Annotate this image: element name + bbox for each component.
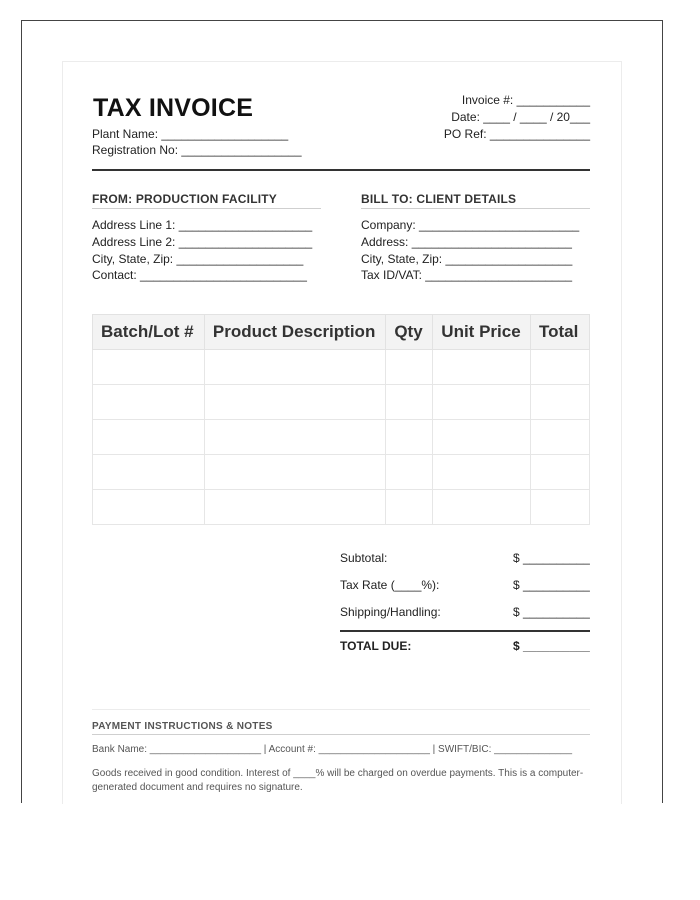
- table-cell[interactable]: [93, 420, 205, 455]
- from-address-line-2: Address Line 2: ____________________: [92, 235, 313, 249]
- po-ref-field: PO Ref: _______________: [443, 127, 590, 141]
- table-row: [93, 455, 590, 490]
- table-cell[interactable]: [386, 385, 433, 420]
- table-header-row: [93, 315, 590, 350]
- total-due-label: TOTAL DUE:: [340, 639, 412, 653]
- bill-to-city-state-zip: City, State, Zip: ___________________: [361, 252, 573, 266]
- table-cell[interactable]: [93, 350, 205, 385]
- table-cell[interactable]: [386, 455, 433, 490]
- subtotal-label: Subtotal:: [340, 551, 388, 565]
- table-cell[interactable]: [530, 350, 589, 385]
- registration-no-field: Registration No: __________________: [92, 143, 302, 157]
- table-cell[interactable]: [93, 385, 205, 420]
- table-cell[interactable]: [530, 385, 589, 420]
- column-header-batch-lot: Batch/Lot #: [93, 315, 205, 350]
- table-cell[interactable]: [530, 420, 589, 455]
- invoice-title: TAX INVOICE: [93, 94, 254, 122]
- table-cell[interactable]: [204, 350, 385, 385]
- table-cell[interactable]: [433, 385, 531, 420]
- invoice-number-field: Invoice #: ___________: [461, 93, 590, 107]
- table-row: [93, 490, 590, 525]
- table-cell[interactable]: [386, 350, 433, 385]
- table-cell[interactable]: [433, 490, 531, 525]
- from-contact: Contact: _________________________: [92, 268, 307, 282]
- date-field: Date: ____ / ____ / 20___: [451, 110, 590, 124]
- bank-details-line: Bank Name: ____________________ | Account #: ____________________ | SWIFT/BIC: ______________: [92, 744, 573, 755]
- table-cell[interactable]: [433, 455, 531, 490]
- table-cell[interactable]: [386, 490, 433, 525]
- subtotal-value: $ __________: [513, 551, 590, 565]
- tax-value: $ __________: [513, 578, 590, 592]
- shipping-label: Shipping/Handling:: [340, 605, 441, 619]
- total-due-value: $ __________: [513, 639, 590, 653]
- shipping-value: $ __________: [513, 605, 590, 619]
- bill-to-heading: BILL TO: CLIENT DETAILS: [361, 192, 517, 206]
- table-cell[interactable]: [433, 420, 531, 455]
- column-header-unit-price: Unit Price: [433, 315, 531, 350]
- from-address-line-1: Address Line 1: ____________________: [92, 218, 313, 232]
- terms-paragraph: Goods received in good condition. Interest of ____% will be charged on overdue payments. This is a computer-generated document and requires no signature.: [92, 768, 584, 793]
- table-cell[interactable]: [204, 490, 385, 525]
- column-header-product-description: Product Description: [204, 315, 385, 350]
- table-cell[interactable]: [204, 385, 385, 420]
- table-cell[interactable]: [93, 490, 205, 525]
- table-cell[interactable]: [433, 350, 531, 385]
- bill-to-address: Address: ________________________: [361, 235, 572, 249]
- header-divider: [92, 169, 590, 171]
- table-cell[interactable]: [530, 490, 589, 525]
- total-divider: [340, 630, 590, 632]
- column-header-qty: Qty: [386, 315, 433, 350]
- line-items-table: [92, 314, 590, 525]
- plant-name-field: Plant Name: ___________________: [92, 127, 289, 141]
- from-heading-rule: [92, 208, 321, 209]
- bill-to-company: Company: ________________________: [361, 218, 580, 232]
- tax-rate-label: Tax Rate (____%):: [340, 578, 440, 592]
- payment-notes-heading: PAYMENT INSTRUCTIONS & NOTES: [92, 721, 273, 732]
- table-cell[interactable]: [204, 420, 385, 455]
- from-city-state-zip: City, State, Zip: ___________________: [92, 252, 304, 266]
- bill-to-tax-id: Tax ID/VAT: ______________________: [361, 268, 573, 282]
- table-row: [93, 385, 590, 420]
- table-row: [93, 350, 590, 385]
- from-heading: FROM: PRODUCTION FACILITY: [92, 192, 277, 206]
- table-cell[interactable]: [204, 455, 385, 490]
- table-row: [93, 420, 590, 455]
- table-cell[interactable]: [93, 455, 205, 490]
- payment-notes-rule: [92, 734, 590, 735]
- bill-to-heading-rule: [361, 208, 590, 209]
- notes-top-divider: [92, 709, 590, 710]
- table-cell[interactable]: [530, 455, 589, 490]
- column-header-total: Total: [530, 315, 589, 350]
- table-cell[interactable]: [386, 420, 433, 455]
